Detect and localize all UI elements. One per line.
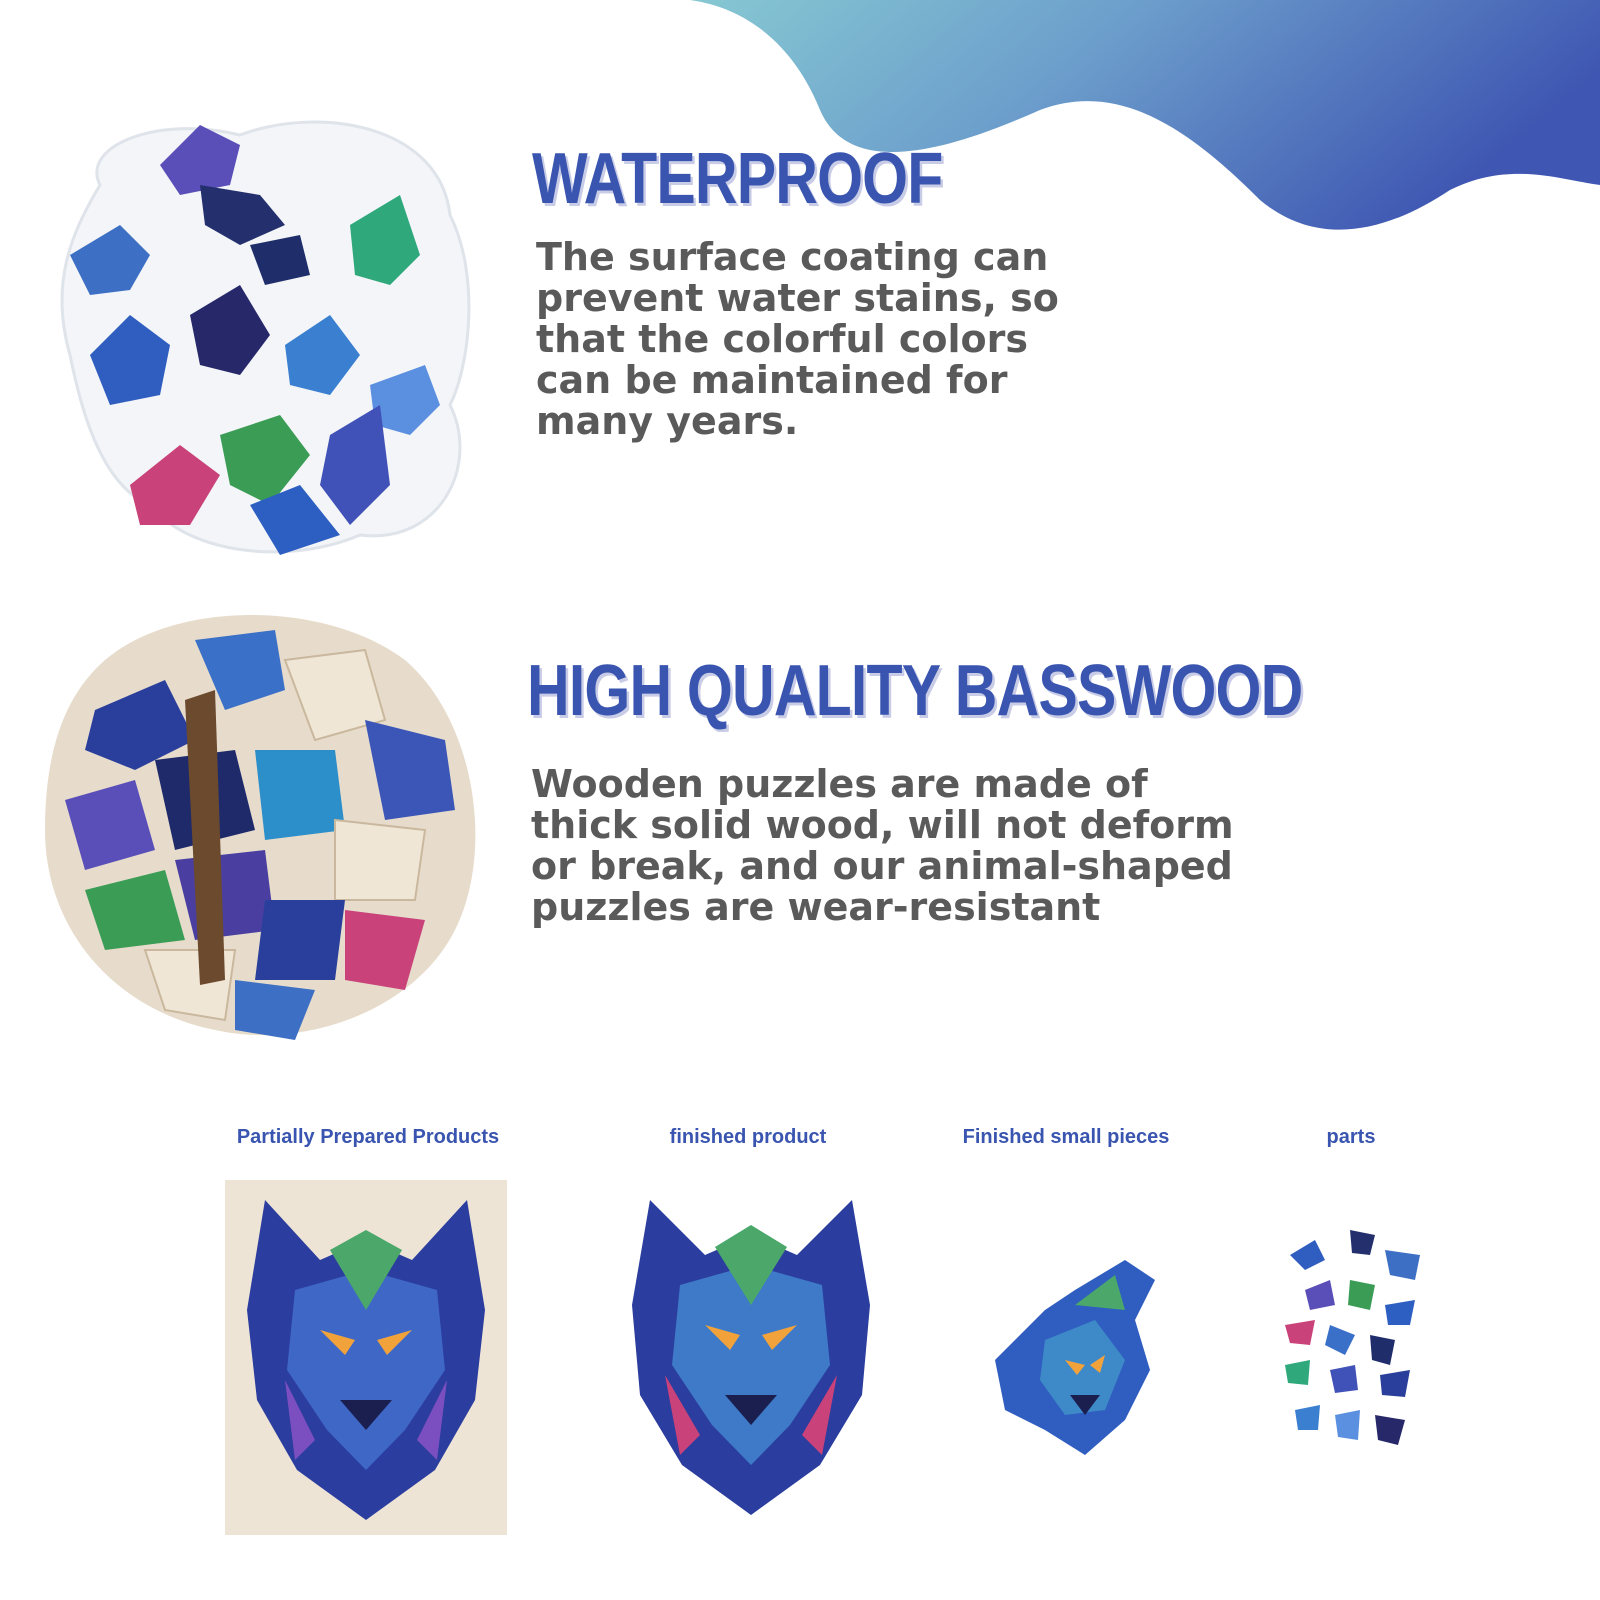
waterproof-title: WATERPROOF	[532, 139, 943, 219]
description-line: thick solid wood, will not deform	[531, 803, 1234, 847]
wolf-head-on-wood-board-icon	[225, 1180, 507, 1535]
description-line: or break, and our animal-shaped	[531, 844, 1233, 888]
caption-finished-small-pieces: Finished small pieces	[962, 1126, 1170, 1148]
description-line: Wooden puzzles are made of	[531, 762, 1148, 806]
description-line: can be maintained for	[536, 358, 1008, 402]
basswood-title: HIGH QUALITY BASSWOOD	[527, 651, 1303, 731]
waterproof-pieces-image	[40, 105, 480, 565]
caption-parts: parts	[1326, 1126, 1376, 1148]
waterproof-description	[536, 237, 1059, 442]
description-line: many years.	[536, 399, 799, 443]
basswood-description	[531, 764, 1234, 928]
wolf-head-puzzle-icon	[620, 1185, 882, 1525]
howling-wolf-icon	[985, 1250, 1165, 1460]
description-line: prevent water stains, so	[536, 276, 1059, 320]
basswood-pieces-image	[25, 600, 495, 1050]
caption-finished-product: finished product	[669, 1126, 827, 1148]
description-line: puzzles are wear-resistant	[531, 885, 1101, 929]
caption-partially-prepared: Partially Prepared Products	[236, 1126, 500, 1148]
small-animal-pieces-icon	[1280, 1225, 1430, 1460]
description-line: The surface coating can	[536, 235, 1049, 279]
description-line: that the colorful colors	[536, 317, 1028, 361]
